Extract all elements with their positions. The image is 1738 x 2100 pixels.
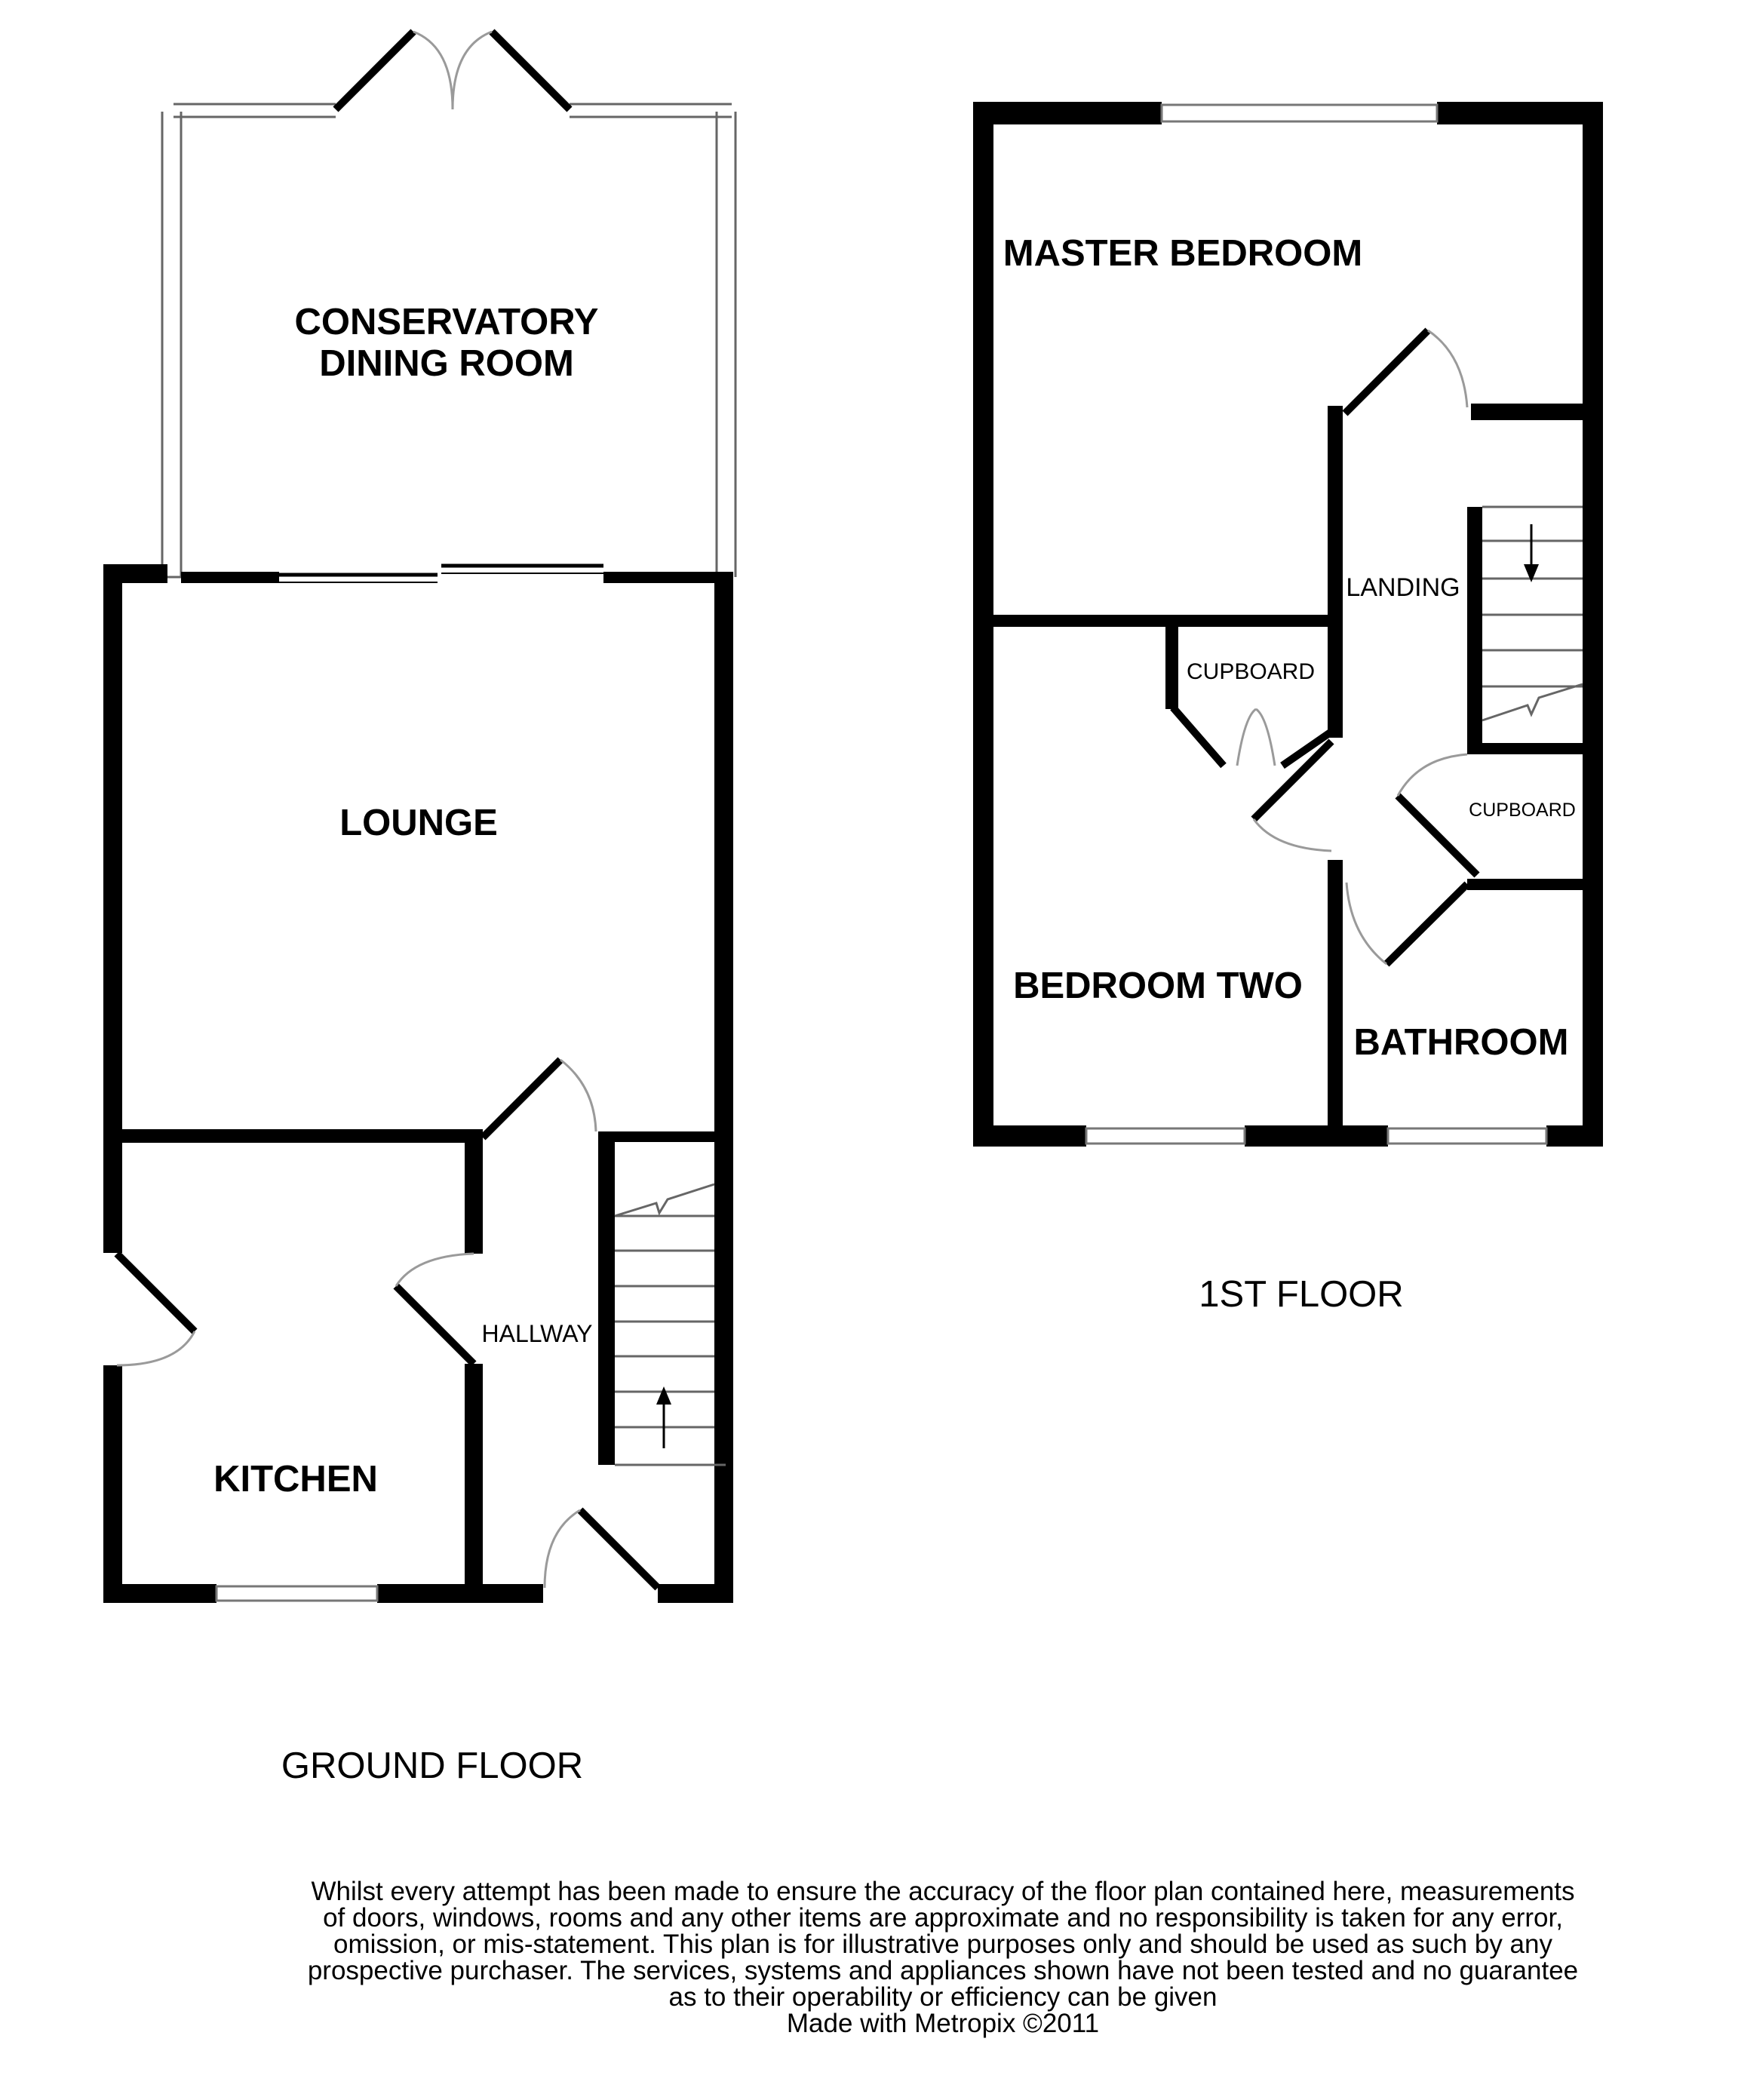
disclaimer: [226, 1878, 1660, 2037]
disclaimer-line: Whilst every attempt has been made to ensure the accuracy of the floor plan contained here, measurements: [311, 1877, 1575, 1906]
lounge-label: LOUNGE: [339, 803, 498, 843]
stair-top-wall: [598, 1131, 733, 1142]
landing-west-wall-upper: [1328, 406, 1343, 738]
conservatory-french-doors: [336, 32, 570, 109]
ground-west-wall-upper: [103, 564, 122, 1253]
bedroom-two-window: [1086, 1128, 1245, 1144]
master-bedroom-door: [1345, 330, 1467, 413]
lounge-north-wall-a: [103, 564, 167, 583]
cupboard-right-door-swing: [1398, 754, 1467, 796]
cupboard-right-door: [1398, 796, 1477, 875]
front-door: [545, 1510, 658, 1588]
master-bedroom-window: [1162, 105, 1437, 121]
ground-floor-title: GROUND FLOOR: [281, 1745, 584, 1786]
landing-west-wall-lower: [1328, 860, 1343, 1147]
lounge-kitchen-wall: [103, 1129, 483, 1143]
conservatory-label: CONSERVATORY: [294, 302, 599, 342]
landing-north-wall: [1471, 404, 1603, 420]
ground-west-wall-lower: [103, 1365, 122, 1603]
disclaimer-line: omission, or mis-statement. This plan is for illustrative purposes only and should be used as such by any: [333, 1930, 1552, 1959]
landing-label: LANDING: [1346, 573, 1460, 602]
kitchen-south-wall-a: [103, 1584, 216, 1603]
disclaimer-line: prospective purchaser. The services, systems and appliances shown have not been tested and no guarantee: [307, 1956, 1579, 1985]
up-arrow-icon: [656, 1386, 671, 1405]
cupboard-left-label: CUPBOARD: [1186, 659, 1316, 684]
master-bed-two-wall: [973, 615, 1337, 627]
ground-floor-plan: [103, 32, 735, 1786]
bathroom-window: [1388, 1128, 1546, 1144]
first-east-wall: [1583, 102, 1603, 1147]
bathroom-label: BATHROOM: [1353, 1022, 1569, 1063]
hallway-south-wall: [658, 1584, 733, 1603]
kitchen-hall-wall-upper: [465, 1129, 483, 1254]
first-floor-plan: [973, 102, 1603, 1315]
kitchen-label: KITCHEN: [213, 1459, 378, 1500]
first-south-wall-c: [1546, 1125, 1603, 1147]
ground-floor-stairs: [615, 1184, 726, 1465]
lounge-north-wall-b: [181, 572, 279, 583]
master-bedroom-label: MASTER BEDROOM: [1003, 233, 1363, 274]
stair-wall-end: [598, 1438, 615, 1465]
first-floor-stairs: [1482, 507, 1583, 720]
disclaimer-line: of doors, windows, rooms and any other items are approximate and no responsibility is taken for any error,: [323, 1903, 1563, 1933]
first-south-wall-b: [1245, 1125, 1388, 1147]
cupboard-left-wall: [1165, 619, 1178, 709]
kitchen-hall-door: [396, 1254, 474, 1364]
ground-east-wall: [714, 575, 733, 1603]
cupboard-left-doors: [1237, 709, 1275, 766]
kitchen-window: [216, 1586, 377, 1601]
master-north-wall-a: [973, 102, 1162, 124]
kitchen-back-door: [117, 1254, 195, 1365]
dining-room-label: DINING ROOM: [319, 343, 574, 384]
bedroom-two-label: BEDROOM TWO: [1013, 966, 1303, 1006]
bathroom-west-wall-stub: [1328, 860, 1343, 883]
disclaimer-line: as to their operability or efficiency can be given: [668, 1982, 1218, 2012]
lounge-north-wall-c: [603, 572, 733, 583]
first-south-wall-a: [973, 1125, 1086, 1147]
metropix-credit: Made with Metropix ©2011: [786, 2009, 1100, 2038]
bathroom-door: [1346, 883, 1467, 964]
sliding-doors: [279, 566, 603, 582]
kitchen-hall-wall-lower: [465, 1364, 483, 1603]
landing-stair-wall: [1467, 507, 1482, 752]
hallway-lounge-door: [483, 1060, 596, 1138]
kitchen-south-wall-b: [377, 1584, 543, 1603]
cupboard-left-wall-angle: [1173, 708, 1224, 766]
cupboard-right-top-wall: [1467, 743, 1603, 754]
cupboard-right-label: CUPBOARD: [1469, 800, 1576, 821]
bathroom-north-wall: [1467, 879, 1603, 890]
hallway-label: HALLWAY: [481, 1320, 593, 1347]
master-north-wall-b: [1437, 102, 1603, 124]
first-floor-title: 1ST FLOOR: [1199, 1274, 1404, 1315]
stair-wall: [598, 1131, 615, 1465]
